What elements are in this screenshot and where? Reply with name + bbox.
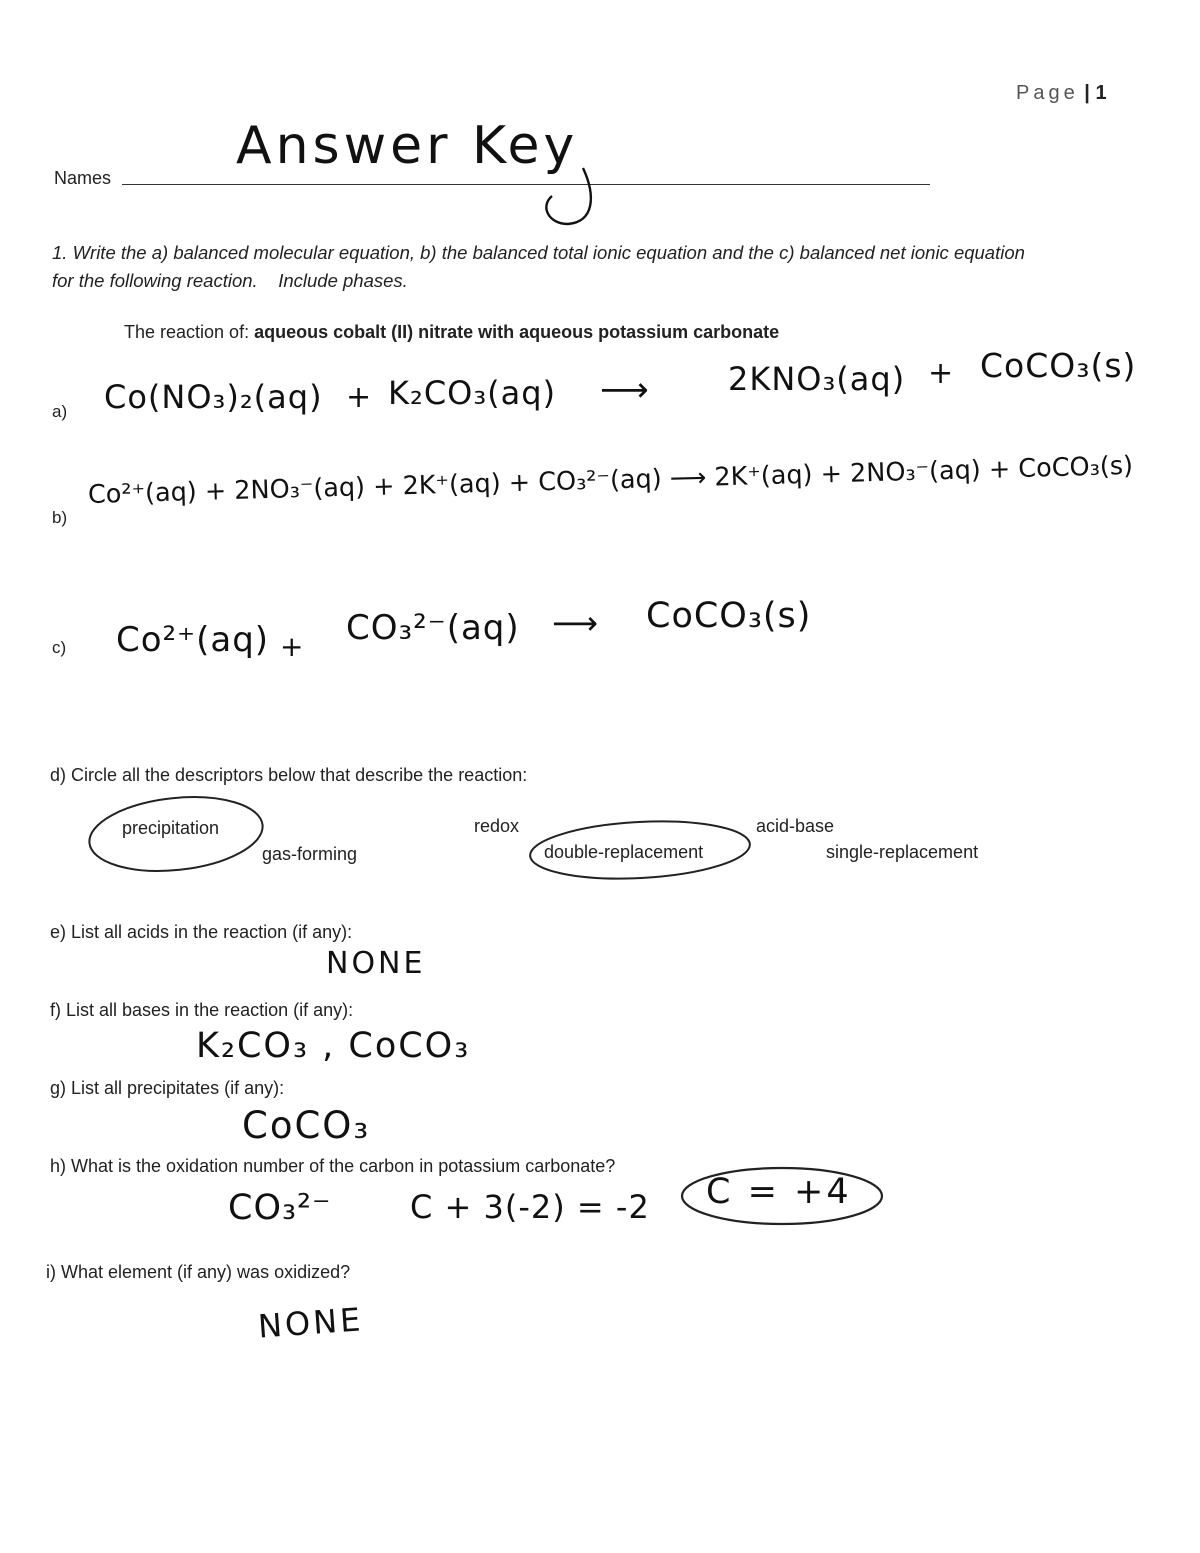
question-line-1: 1. Write the a) balanced molecular equation, b) the balanced total ionic equation and the c) balanced net ionic equation [52,242,1025,263]
names-label: Names [54,168,112,188]
reaction-prefix: The reaction of: [124,322,250,342]
descriptor-single-replacement: single-replacement [826,842,979,862]
circle-double-replacement [529,816,752,883]
precipitates-prompt: g) List all precipitates (if any): [50,1078,285,1098]
names-value-handwritten: Answer Key [236,116,579,176]
oxidation-work-ion: CO₃²⁻ [228,1188,332,1228]
reaction-reactants: aqueous cobalt (II) nitrate with aqueous potassium carbonate [254,322,780,342]
oxidized-prompt: i) What element (if any) was oxidized? [46,1262,351,1282]
acids-prompt: e) List all acids in the reaction (if any): [50,922,353,942]
eq-c-lhs2: CO₃²⁻(aq) [346,608,520,648]
eq-a-arrow: ⟶ [600,370,650,410]
label-b: b) [52,508,68,527]
eq-c-plus: + [280,630,305,663]
circle-precipitation [86,789,267,879]
descriptor-acid-base: acid-base [756,816,835,836]
oxidation-work-equation: C + 3(-2) = -2 [410,1188,650,1226]
eq-b-total-ionic: Co²⁺(aq) + 2NO₃⁻(aq) + 2K⁺(aq) + CO₃²⁻(aq) ⟶ 2K⁺(aq) + 2NO₃⁻(aq) + CoCO₃(s) [87,450,1134,510]
eq-c-rhs: CoCO₃(s) [646,596,812,636]
bases-prompt: f) List all bases in the reaction (if any): [50,1000,354,1020]
eq-c-lhs1: Co²⁺(aq) [116,620,270,660]
label-c: c) [52,638,67,657]
descriptor-double-replacement: double-replacement [544,842,704,862]
eq-a-lhs2: K₂CO₃(aq) [388,374,557,412]
page-number: 1 [1095,82,1107,104]
descriptors-prompt: d) Circle all the descriptors below that describe the reaction: [50,765,528,785]
descriptor-gas-forming: gas-forming [262,844,358,864]
oxidation-prompt: h) What is the oxidation number of the carbon in potassium carbonate? [50,1156,616,1176]
precipitates-answer: CoCO₃ [242,1104,371,1147]
eq-a-lhs1: Co(NO₃)₂(aq) [104,378,323,416]
label-a: a) [52,402,68,421]
bases-answer: K₂CO₃ , CoCO₃ [196,1026,471,1066]
descriptor-redox: redox [474,816,520,836]
eq-a-plus2: + [928,356,955,391]
question-line-2: for the following reaction. Include phases. [52,270,408,291]
eq-a-rhs1: 2KNO₃(aq) [728,360,906,398]
eq-c-arrow: ⟶ [552,604,599,642]
acids-answer: NONE [326,946,426,981]
key-descender [546,168,590,224]
oxidation-answer: C = +4 [706,1172,852,1212]
eq-a-plus1: + [346,380,373,415]
circle-oxidation-answer [682,1168,882,1224]
descriptor-precipitation: precipitation [122,818,220,838]
oxidized-answer: NONE [256,1300,365,1346]
page-separator: | [1084,82,1090,104]
eq-a-rhs2: CoCO₃(s) [980,346,1137,385]
page-word: Page [1016,82,1079,104]
